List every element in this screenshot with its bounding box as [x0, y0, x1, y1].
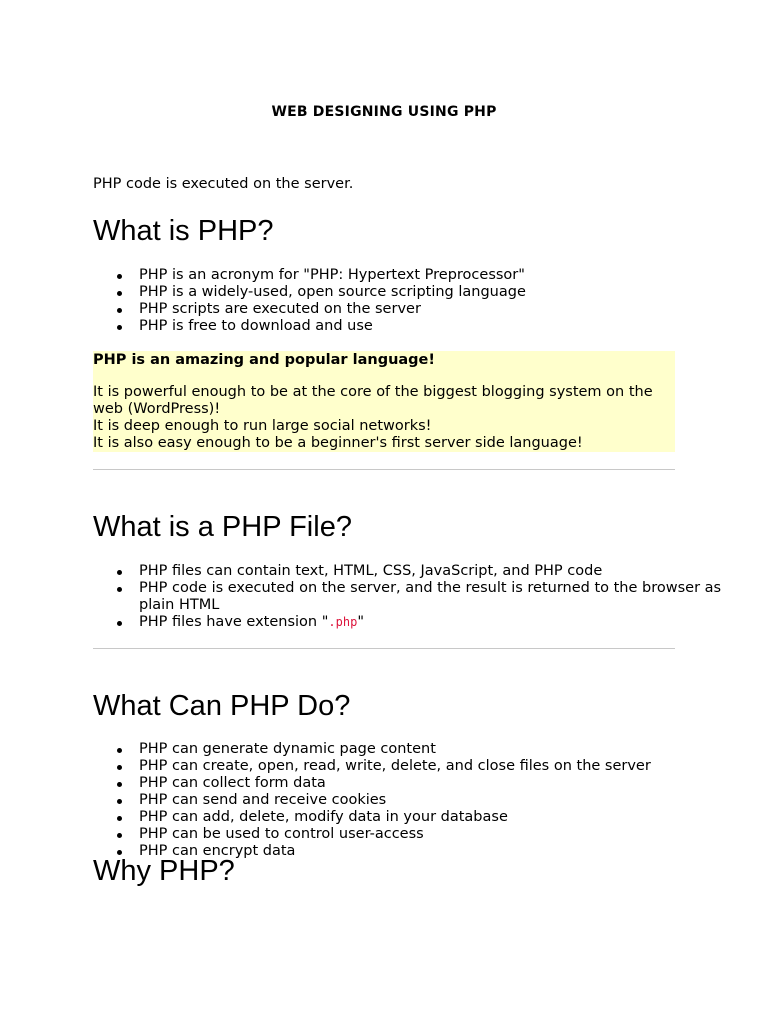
document-title: WEB DESIGNING USING PHP: [271, 104, 497, 120]
list-item: PHP can generate dynamic page content: [139, 741, 729, 758]
section-divider: [93, 469, 675, 470]
list-item: PHP scripts are executed on the server: [139, 301, 729, 318]
note-line: It is powerful enough to be at the core of the biggest blogging system on the web (WordPress)!: [93, 384, 653, 417]
note-line: It is deep enough to run large social networks!: [93, 418, 432, 434]
extension-prefix: PHP files have extension ": [139, 614, 329, 630]
list-item: PHP can collect form data: [139, 775, 729, 792]
list-item: PHP is a widely-used, open source scripting language: [139, 284, 729, 301]
heading-what-is-php-file: What is a PHP File?: [93, 511, 352, 543]
list-item: PHP files can contain text, HTML, CSS, JavaScript, and PHP code: [139, 563, 729, 580]
heading-what-can-php-do: What Can PHP Do?: [93, 690, 351, 722]
php-extension-code: .php: [328, 615, 358, 629]
note-line: It is also easy enough to be a beginner's first server side language!: [93, 435, 583, 451]
list-item: PHP can be used to control user-access: [139, 826, 729, 843]
list-item: PHP can add, delete, modify data in your database: [139, 809, 729, 826]
extension-suffix: ": [357, 614, 364, 630]
php-capabilities-list: [93, 741, 729, 860]
note-heading: PHP is an amazing and popular language!: [93, 352, 436, 368]
what-is-php-list: [93, 267, 729, 335]
heading-what-is-php: What is PHP?: [93, 215, 274, 247]
heading-why-php: Why PHP?: [93, 855, 235, 887]
intro-text: PHP code is executed on the server.: [93, 176, 354, 192]
note-body: [93, 384, 675, 452]
section-divider: [93, 648, 675, 649]
php-file-list: [93, 563, 729, 631]
list-item: PHP code is executed on the server, and the result is returned to the browser as plain HTML: [139, 580, 729, 614]
list-item: PHP is free to download and use: [139, 318, 729, 335]
list-item: PHP can encrypt data: [139, 843, 729, 860]
highlight-note: [93, 351, 675, 452]
list-item: PHP is an acronym for "PHP: Hypertext Preprocessor": [139, 267, 729, 284]
list-item-extension: [139, 614, 729, 631]
list-item: PHP can create, open, read, write, delete, and close files on the server: [139, 758, 729, 775]
list-item: PHP can send and receive cookies: [139, 792, 729, 809]
